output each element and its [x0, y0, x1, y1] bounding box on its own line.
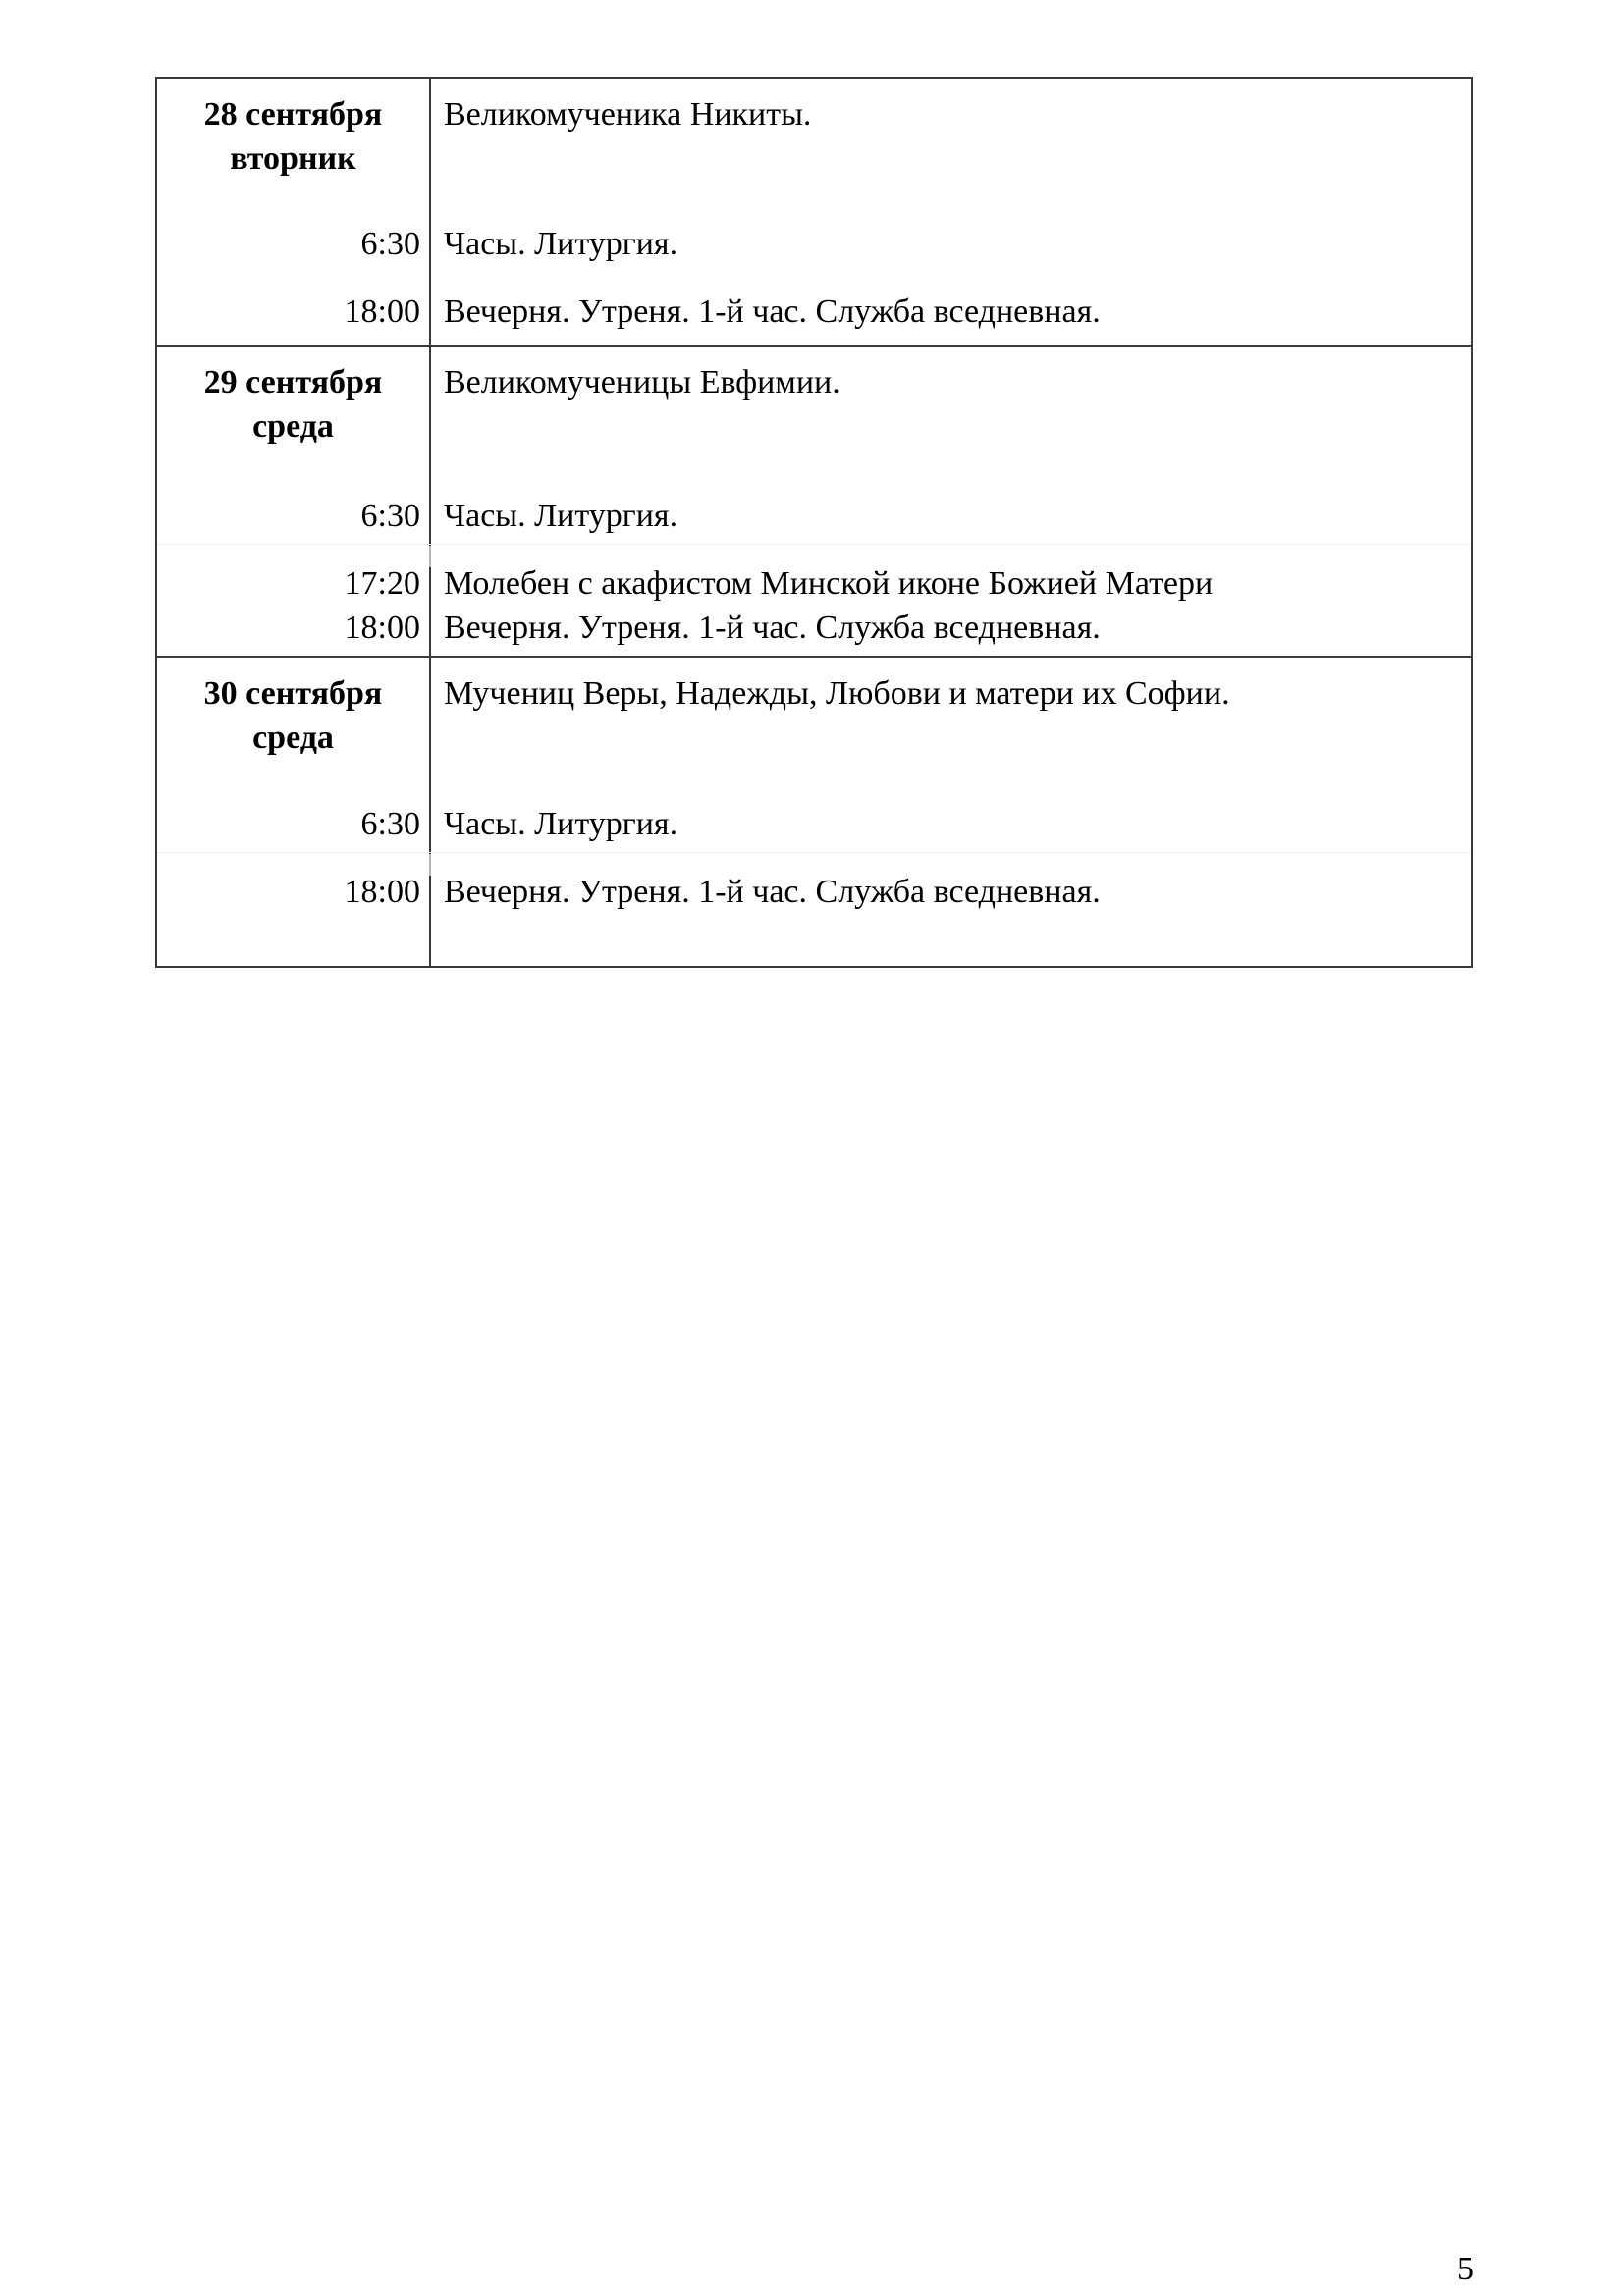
service-text: Вечерня. Утреня. 1-й час. Служба вседневная.: [444, 874, 1101, 910]
column-divider: [429, 854, 431, 876]
service-time: 6:30: [360, 498, 420, 534]
feast-title: Великомученицы Евфимии.: [444, 364, 840, 400]
column-divider: [429, 658, 431, 854]
column-divider: [429, 347, 431, 546]
day-date: [157, 671, 429, 760]
weekday-label: среда: [252, 408, 334, 445]
date-label: 30 сентября: [203, 675, 383, 712]
service-time: 18:00: [344, 874, 420, 910]
day-block: [157, 345, 1471, 656]
service-text: Часы. Литургия.: [444, 226, 678, 262]
feast-title: Мучениц Веры, Надежды, Любови и матери их Софии.: [444, 675, 1230, 712]
service-time: 6:30: [360, 806, 420, 842]
service-text: Молебен с акафистом Минской иконе Божией Матери: [444, 565, 1214, 602]
schedule-table: [155, 77, 1473, 968]
service-text: Вечерня. Утреня. 1-й час. Служба вседневная.: [444, 294, 1101, 330]
page-number: 5: [1457, 2251, 1474, 2287]
service-time: 18:00: [344, 610, 420, 646]
service-text: Часы. Литургия.: [444, 498, 678, 534]
service-time: 17:20: [344, 565, 420, 602]
column-divider: [429, 876, 431, 966]
row-separator: [157, 852, 1471, 853]
service-text: Часы. Литургия.: [444, 806, 678, 842]
service-time: 18:00: [344, 294, 420, 330]
service-time: 6:30: [360, 226, 420, 262]
row-separator: [157, 544, 1471, 545]
weekday-label: среда: [252, 720, 334, 756]
day-date: [157, 360, 429, 449]
column-divider: [429, 546, 431, 567]
date-label: 29 сентября: [203, 364, 383, 400]
column-divider: [429, 567, 431, 656]
feast-title: Великомученика Никиты.: [444, 96, 812, 133]
weekday-label: вторник: [230, 140, 356, 177]
service-text: Вечерня. Утреня. 1-й час. Служба вседневная.: [444, 610, 1101, 646]
day-block: [157, 79, 1471, 345]
day-block: [157, 656, 1471, 966]
column-divider: [429, 79, 431, 345]
date-label: 28 сентября: [203, 96, 383, 133]
day-date: [157, 92, 429, 181]
